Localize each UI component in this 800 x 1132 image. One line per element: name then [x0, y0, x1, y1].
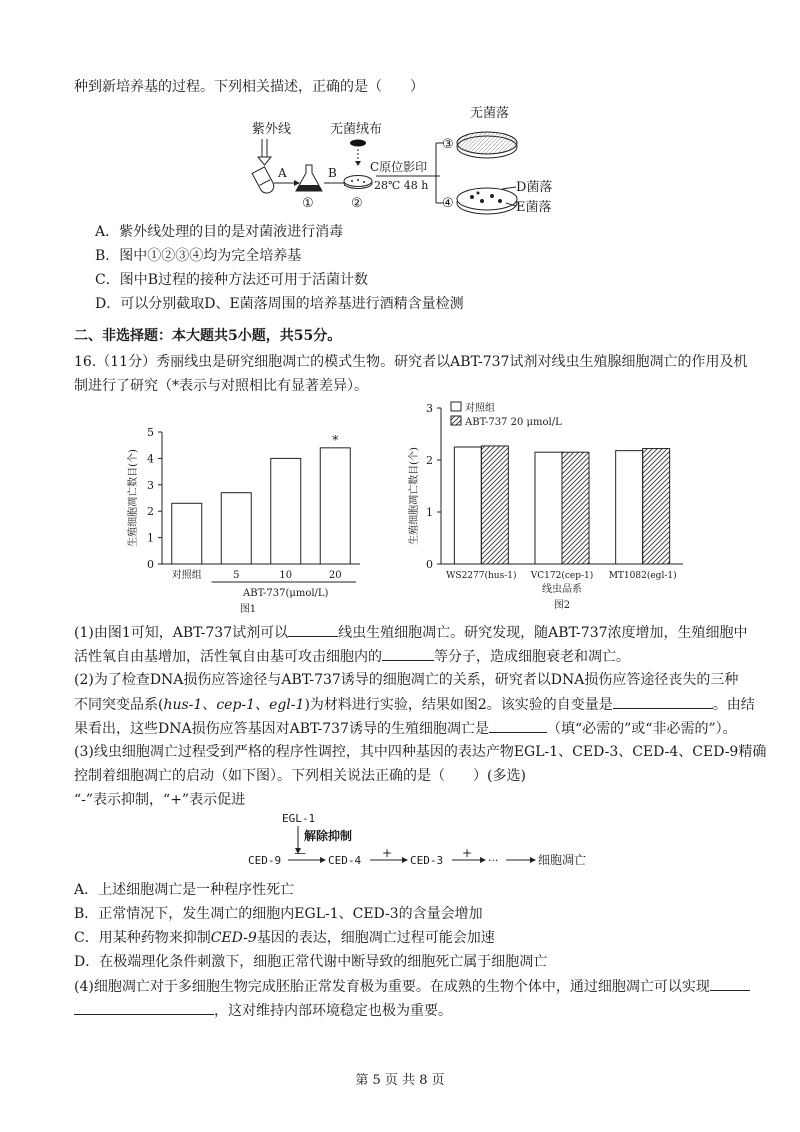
x-tick-label: 20: [328, 570, 342, 581]
significance-mark: *: [332, 432, 339, 447]
q16-part4-line1: [74, 976, 750, 997]
q16-part2-sep-1: 、: [202, 697, 217, 713]
q16-part1-line2: [74, 646, 630, 667]
q15-option-b: B．图中①②③④均为完全培养基: [95, 248, 302, 264]
y-tick-label: 4: [147, 452, 154, 466]
culture-condition: 28℃ 48 h: [374, 179, 429, 192]
num-3-label: ③: [442, 137, 454, 152]
num-1-label: ①: [302, 196, 314, 211]
x-tick-label: 对照组: [171, 570, 202, 581]
q16-part4-text-a: (4)细胞凋亡对于多细胞生物完成胚胎正常发育极为重要。在成熟的生物个体中，通过细胞凋亡可以实现: [74, 979, 710, 995]
arrow-b-label: B: [328, 166, 337, 180]
bar: [320, 448, 350, 564]
q16-part1-text-a: (1)由图1可知，ABT-737试剂可以: [74, 625, 289, 641]
q16-part2-text-d: 果看出，这些DNA损伤应答基因对ABT-737诱导的生殖细胞凋亡是: [74, 721, 489, 737]
chart-title: 图2: [553, 600, 571, 611]
release-inhibition-label: 解除抑制: [304, 829, 353, 843]
arrow-a-label: A: [278, 166, 287, 180]
ced4-label: CED-4: [328, 854, 362, 867]
legend-swatch: [451, 416, 461, 425]
uv-arrow: [258, 139, 271, 165]
q16-part3-line2: 控制着细胞凋亡的启动（如下图）。下列相关说法正确的是（ ）(多选): [74, 768, 526, 784]
y-tick-label: 2: [426, 454, 433, 467]
num-4-label: ④: [442, 196, 454, 211]
bar: [454, 447, 481, 564]
promote-sign-1: +: [382, 846, 393, 860]
q16-part1-text-c: 活性氧自由基增加，活性氧自由基可攻击细胞内的: [74, 649, 382, 665]
flask-icon: [296, 165, 322, 191]
plate-4-icon: [457, 188, 517, 214]
q16-part2-text-b: )为材料进行实验，结果如图2。该实验的自变量是: [304, 697, 613, 713]
q16-part1-text-b: 线虫生殖细胞凋亡。研究发现，随ABT-737浓度增加，生殖细胞中: [338, 625, 748, 641]
plate-2-icon: [344, 176, 372, 189]
q16-3-option-c: [74, 928, 495, 948]
uv-label: 紫外线: [252, 122, 292, 137]
inhibit-sign: —: [294, 846, 306, 860]
q15-stem-tail: 种到新培养基的过程。下列相关描述，正确的是（ ）: [74, 79, 424, 95]
ellipsis-label: ···: [488, 854, 499, 867]
y-axis-label: 生殖细胞凋亡数目(个): [128, 449, 139, 547]
ced9-label: CED-9: [248, 854, 282, 867]
plate-3-icon: [457, 132, 517, 158]
q16-3-option-c-text: C．用某种药物来抑制: [74, 930, 211, 946]
e-colony-label: E菌落: [516, 200, 552, 215]
q16-part2-line1: (2)为了检查DNA损伤应答途径与ABT-737诱导的细胞凋亡的关系，研究者以DNA损伤应答途径丧失的三种: [74, 672, 739, 688]
q16-part2-line2: [74, 694, 755, 715]
answer-blank-5b[interactable]: [74, 1000, 214, 1015]
q15-option-c: C．图中B过程的接种方法还可用于活菌计数: [95, 272, 368, 288]
ced3-label: CED-3: [410, 854, 444, 867]
q16-3-option-d: D．在极端理化条件刺激下，细胞正常代谢中断导致的细胞死亡属于细胞凋亡: [74, 954, 548, 970]
x-tick-label: WS2277(hus-1): [446, 571, 517, 581]
section-title: 二、非选择题：本大题共5小题，共55分。: [74, 328, 342, 344]
x-axis-label: ABT-737(μmol/L): [243, 588, 329, 599]
x-tick-label: VC172(cep-1): [530, 571, 594, 581]
promote-sign-2: +: [462, 846, 473, 860]
q16-part1-text-d: 等分子，造成细胞衰老和凋亡。: [434, 649, 630, 665]
x-axis-label: 线虫品系: [542, 584, 582, 595]
q16-part1-line1: [74, 622, 748, 643]
test-tube-icon: [252, 167, 276, 196]
answer-blank-4[interactable]: [489, 718, 547, 733]
answer-blank-2[interactable]: [382, 646, 434, 661]
q16-3-option-a: A．上述细胞凋亡是一种程序性死亡: [74, 882, 295, 898]
y-tick-label: 3: [147, 478, 154, 492]
y-tick-label: 3: [426, 402, 433, 415]
x-tick-label: MT1082(egl-1): [608, 571, 677, 581]
legend-label: ABT-737 20 μmol/L: [465, 417, 562, 428]
velvet-label: 无菌绒布: [330, 122, 383, 137]
bar: [172, 503, 202, 564]
q16-3-option-b: B．正常情况下，发生凋亡的细胞内EGL-1、CED-3的含量会增加: [74, 906, 483, 922]
x-tick-label: 10: [279, 570, 293, 581]
answer-blank-3[interactable]: [613, 694, 713, 709]
q16-part2-line3: [74, 718, 737, 739]
answer-blank-1[interactable]: [288, 622, 338, 637]
q16-part2-text-c: 。由结: [712, 697, 755, 713]
x-tick-label: 5: [233, 570, 240, 581]
page-footer: 第 5 页 共 8 页: [355, 1073, 445, 1088]
q15-option-d: D．可以分别截取D、E菌落周围的培养基进行酒精含量检测: [95, 296, 464, 312]
y-tick-label: 5: [147, 426, 154, 439]
gene-cep-1: cep-1: [216, 697, 256, 713]
y-tick-label: 2: [147, 505, 154, 519]
q15-option-a: A．紫外线处理的目的是对菌液进行消毒: [95, 224, 344, 240]
apoptosis-label: 细胞凋亡: [538, 853, 587, 867]
bar: [535, 452, 562, 564]
figure-2-chart: [405, 396, 690, 616]
q16-stem-line-1: 16.（11分）秀丽线虫是研究细胞凋亡的模式生物。研究者以ABT-737试剂对线虫生殖腺细胞凋亡的作用及机: [74, 354, 748, 370]
q16-part4-line2: [74, 1000, 452, 1021]
q16-part2-sep-2: 、: [255, 697, 270, 713]
bar: [271, 458, 301, 564]
q16-part4-text-b: ，这对维持内部环境稳定也极为重要。: [214, 1003, 452, 1019]
bar: [481, 446, 508, 564]
num-2-label: ②: [351, 196, 363, 211]
egl1-label: EGL-1: [282, 812, 316, 825]
y-tick-label: 1: [426, 506, 433, 519]
no-colony-label: 无菌落: [470, 106, 510, 121]
y-tick-label: 0: [147, 558, 154, 571]
q16-stem-line-2: 制进行了研究（*表示与对照相比有显著差异）。: [74, 378, 368, 394]
q16-part3-line1: (3)线虫细胞凋亡过程受到严格的程序性调控，其中四种基因的表达产物EGL-1、CED-3、CED-4、CED-9精确: [74, 744, 767, 760]
d-colony-label: D菌落: [516, 180, 553, 195]
y-tick-label: 0: [426, 558, 433, 571]
q16-3-option-c-rest: 基因的表达，细胞凋亡过程可能会加速: [256, 930, 495, 946]
y-tick-label: 1: [147, 531, 154, 545]
q15-figure: [240, 103, 570, 218]
velvet-pad-icon: [350, 140, 366, 147]
gene-hus-1: hus-1: [163, 697, 203, 713]
y-axis-label: 生殖细胞凋亡数目(个): [409, 447, 420, 545]
figure-1-chart: [120, 420, 370, 615]
q16-part2-text-e: （填“必需的”或“非必需的”）。: [546, 721, 737, 737]
answer-blank-5a[interactable]: [710, 976, 750, 991]
replica-label: C原位影印: [370, 160, 428, 174]
legend-note: “-”表示抑制，“+”表示促进: [74, 792, 246, 808]
gene-egl-1: egl-1: [269, 697, 305, 713]
q16-part2-text-a: 不同突变品系(: [74, 697, 164, 713]
chart-title: 图1: [239, 604, 257, 615]
bar: [643, 449, 670, 564]
gene-ced-9: CED-9: [210, 930, 257, 946]
pathway-diagram: [248, 808, 587, 870]
legend-label: 对照组: [465, 403, 495, 414]
legend-swatch: [451, 402, 461, 411]
bar: [616, 451, 643, 564]
bar: [221, 493, 251, 564]
bar: [562, 452, 589, 564]
